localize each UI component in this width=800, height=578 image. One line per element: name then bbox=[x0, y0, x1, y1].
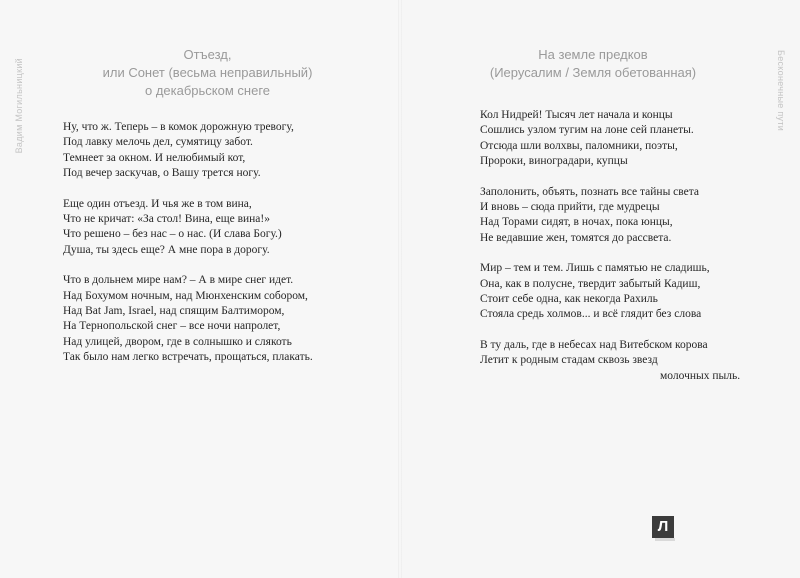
verse-line: Ну, что ж. Теперь – в комок дорожную тревогу, bbox=[63, 121, 294, 133]
verse-line: Еще один отъезд. И чья же в том вина, bbox=[63, 197, 252, 210]
book-gutter bbox=[398, 0, 402, 578]
verse-line: Что решено – без нас – о нас. (И слава Богу.) bbox=[63, 228, 282, 241]
verse-line: Заполонить, объять, познать все тайны света bbox=[480, 185, 700, 198]
stanza bbox=[480, 108, 770, 170]
poem-title-left bbox=[60, 46, 355, 100]
stanza bbox=[480, 338, 770, 384]
running-head-left: Вадим Могильницкий bbox=[14, 58, 24, 154]
title-line: о декабрьском снеге bbox=[144, 83, 271, 98]
verse-line: Отсюда шли волхвы, паломники, поэты, bbox=[480, 139, 678, 152]
verse-line: Над Торами сидят, в ночах, пока юнцы, bbox=[480, 216, 673, 229]
title-line: (Иерусалим / Земля обетованная) bbox=[489, 65, 697, 80]
verse-line: Стояла средь холмов... и всё глядит без слова bbox=[480, 308, 702, 321]
running-head-right: Бесконечные пути bbox=[776, 50, 786, 132]
verse-line: Летит к родным стадам сквозь звезд bbox=[480, 354, 658, 367]
verse-line: Над Бохумом ночным, над Мюнхенским собором, bbox=[63, 289, 308, 302]
verse-line: Кол Нидрей! Тысяч лет начала и концы bbox=[480, 109, 673, 121]
poem-body-right bbox=[480, 108, 770, 399]
verse-line: Под вечер заскучав, о Вашу трется ногу. bbox=[63, 167, 261, 180]
verse-line: И вновь – сюда прийти, где мудрецы bbox=[480, 201, 660, 214]
stanza bbox=[480, 185, 770, 247]
stanza bbox=[63, 273, 373, 365]
title-line: или Сонет (весьма неправильный) bbox=[102, 65, 313, 80]
verse-line: Над улицей, двором, где в солнышко и слякоть bbox=[63, 335, 292, 348]
verse-line: Пророки, виноградари, купцы bbox=[480, 155, 628, 168]
publisher-logo-icon: Л bbox=[652, 516, 674, 538]
poem-body-left bbox=[63, 120, 373, 381]
verse-line-indented: молочных пыль. bbox=[660, 369, 741, 382]
logo-shadow bbox=[655, 538, 675, 541]
verse-line: Не ведавшие жен, томятся до рассвета. bbox=[480, 231, 672, 244]
verse-line: Что в дольнем мире нам? – А в мире снег идет. bbox=[63, 274, 294, 287]
verse-line: На Тернопольской снег – все ночи напролет, bbox=[63, 320, 281, 333]
verse-line: Над Bat Jam, Israel, над спящим Балтимором, bbox=[63, 305, 285, 318]
verse-line: Сошлись узлом тугим на лоне сей планеты. bbox=[480, 124, 694, 137]
stanza bbox=[480, 261, 770, 323]
stanza bbox=[63, 197, 373, 259]
stanza bbox=[63, 120, 373, 182]
verse-line: Стоит себе одна, как некогда Рахиль bbox=[480, 293, 658, 306]
title-line: Отъезд, bbox=[183, 47, 232, 62]
title-line: На земле предков bbox=[538, 47, 648, 62]
poem-title-right bbox=[448, 46, 738, 82]
verse-line: В ту даль, где в небесах над Витебском корова bbox=[480, 338, 708, 351]
verse-line: Душа, ты здесь еще? А мне пора в дорогу. bbox=[63, 243, 270, 256]
verse-line: Так было нам легко встречать, прощаться, плакать. bbox=[63, 351, 313, 364]
verse-line: Мир – тем и тем. Лишь с памятью не сладишь, bbox=[480, 262, 710, 275]
verse-line: Темнеет за окном. И нелюбимый кот, bbox=[63, 151, 246, 164]
verse-line: Она, как в полусне, твердит забытый Кадиш, bbox=[480, 277, 701, 290]
verse-line: Что не кричат: «За стол! Вина, еще вина!» bbox=[63, 213, 270, 226]
verse-line: Под лавку мелочь дел, сумятицу забот. bbox=[63, 136, 253, 149]
